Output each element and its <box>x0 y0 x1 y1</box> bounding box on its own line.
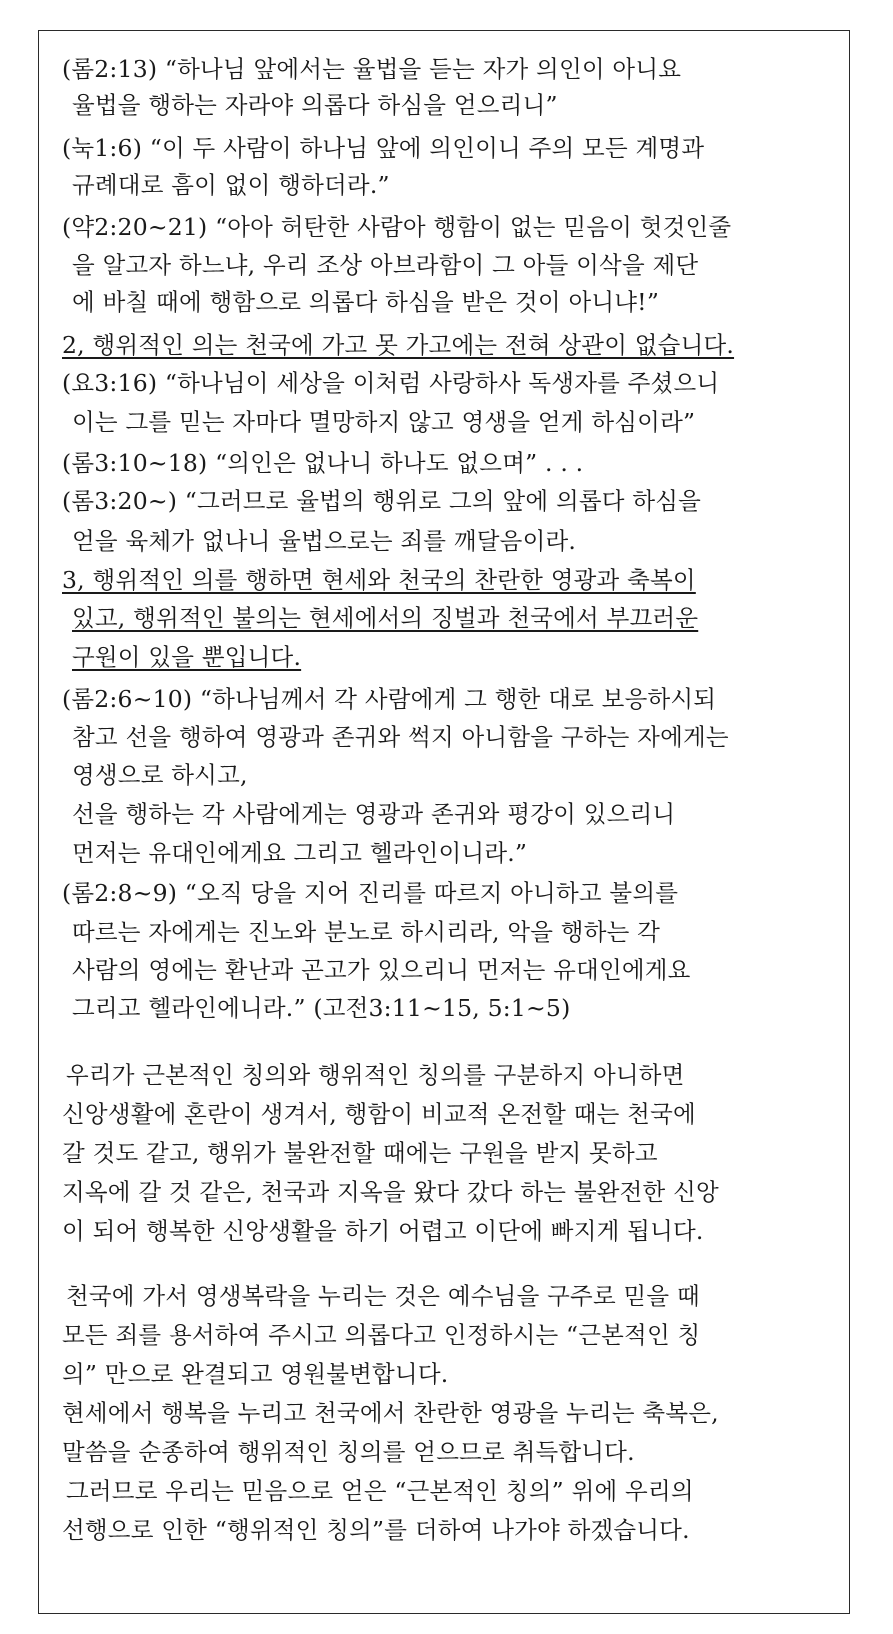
heading-point-2: 2, 행위적인 의는 천국에 가고 못 가고에는 전혀 상관이 없습니다. <box>62 331 735 359</box>
verse-romans-2-6-line3: 영생으로 하시고, <box>72 761 248 789</box>
verse-romans-2-13-line2: 율법을 행하는 자라야 의롭다 하심을 얻으리니” <box>72 91 558 119</box>
verse-romans-2-8-line3: 사람의 영에는 환난과 곤고가 있으리니 먼저는 유대인에게요 <box>72 956 691 984</box>
verse-romans-2-6-line2: 참고 선을 행하여 영광과 존귀와 썩지 아니함을 구하는 자에게는 <box>72 723 729 751</box>
verse-romans-2-6-line1: (롬2:6~10) “하나님께서 각 사람에게 그 행한 대로 보응하시되 <box>62 685 717 713</box>
paragraph-2-line7: 선행으로 인한 “행위적인 칭의”를 더하여 나가야 하겠습니다. <box>62 1516 690 1544</box>
heading-point-3-line3: 구원이 있을 뿐입니다. <box>72 643 302 671</box>
verse-luke-1-6-line1: (눅1:6) “이 두 사람이 하나님 앞에 의인이니 주의 모든 계명과 <box>62 134 705 162</box>
verse-romans-2-13-line1: (롬2:13) “하나님 앞에서는 율법을 듣는 자가 의인이 아니요 <box>62 55 682 83</box>
heading-point-3-line2: 있고, 행위적인 불의는 현세에서의 징벌과 천국에서 부끄러운 <box>72 604 699 632</box>
verse-romans-3-20-line1: (롬3:20~) “그러므로 율법의 행위로 그의 앞에 의롭다 하심을 <box>62 487 702 515</box>
paragraph-1-line4: 지옥에 갈 것 같은, 천국과 지옥을 왔다 갔다 하는 불완전한 신앙 <box>62 1178 719 1206</box>
verse-romans-2-6-line4: 선을 행하는 각 사람에게는 영광과 존귀와 평강이 있으리니 <box>72 800 676 828</box>
verse-romans-2-8-line4: 그리고 헬라인에니라.” (고전3:11~15, 5:1~5) <box>72 994 571 1022</box>
paragraph-2-line4: 현세에서 행복을 누리고 천국에서 찬란한 영광을 누리는 축복은, <box>62 1399 719 1427</box>
paragraph-2-line3: 의” 만으로 완결되고 영원불변합니다. <box>62 1360 449 1388</box>
verse-john-3-16-line2: 이는 그를 믿는 자마다 멸망하지 않고 영생을 얻게 하심이라” <box>72 408 696 436</box>
verse-james-2-20-line2: 을 알고자 하느냐, 우리 조상 아브라함이 그 아들 이삭을 제단 <box>72 251 699 279</box>
verse-romans-2-8-line1: (롬2:8~9) “오직 당을 지어 진리를 따르지 아니하고 불의를 <box>62 879 679 907</box>
paragraph-2-line6: 그러므로 우리는 믿음으로 얻은 “근본적인 칭의” 위에 우리의 <box>66 1477 694 1505</box>
paragraph-1-line1: 우리가 근본적인 칭의와 행위적인 칭의를 구분하지 아니하면 <box>66 1061 685 1089</box>
paragraph-2-line2: 모든 죄를 용서하여 주시고 의롭다고 인정하시는 “근본적인 칭 <box>62 1321 701 1349</box>
verse-luke-1-6-line2: 규례대로 흠이 없이 행하더라.” <box>72 171 390 199</box>
paragraph-1-line5: 이 되어 행복한 신앙생활을 하기 어렵고 이단에 빠지게 됩니다. <box>62 1217 704 1245</box>
verse-james-2-20-line1: (약2:20~21) “아아 허탄한 사람아 행함이 없는 믿음이 헛것인줄 <box>62 213 732 241</box>
verse-romans-3-10: (롬3:10~18) “의인은 없나니 하나도 없으며” . . . <box>62 449 584 477</box>
verse-john-3-16-line1: (요3:16) “하나님이 세상을 이처럼 사랑하사 독생자를 주셨으니 <box>62 369 720 397</box>
verse-romans-2-8-line2: 따르는 자에게는 진노와 분노로 하시리라, 악을 행하는 각 <box>72 918 661 946</box>
verse-romans-2-6-line5: 먼저는 유대인에게요 그리고 헬라인이니라.” <box>72 839 528 867</box>
paragraph-1-line2: 신앙생활에 혼란이 생겨서, 행함이 비교적 온전할 때는 천국에 <box>62 1100 696 1128</box>
paragraph-2-line1: 천국에 가서 영생복락을 누리는 것은 예수님을 구주로 믿을 때 <box>66 1282 700 1310</box>
heading-point-3-line1: 3, 행위적인 의를 행하면 현세와 천국의 찬란한 영광과 축복이 <box>62 566 696 594</box>
verse-james-2-20-line3: 에 바칠 때에 행함으로 의롭다 하심을 받은 것이 아니냐!” <box>72 288 660 316</box>
paragraph-2-line5: 말씀을 순종하여 행위적인 칭의를 얻으므로 취득합니다. <box>62 1438 635 1466</box>
verse-romans-3-20-line2: 얻을 육체가 없나니 율법으로는 죄를 깨달음이라. <box>72 527 577 555</box>
paragraph-1-line3: 갈 것도 같고, 행위가 불완전할 때에는 구원을 받지 못하고 <box>62 1139 658 1167</box>
